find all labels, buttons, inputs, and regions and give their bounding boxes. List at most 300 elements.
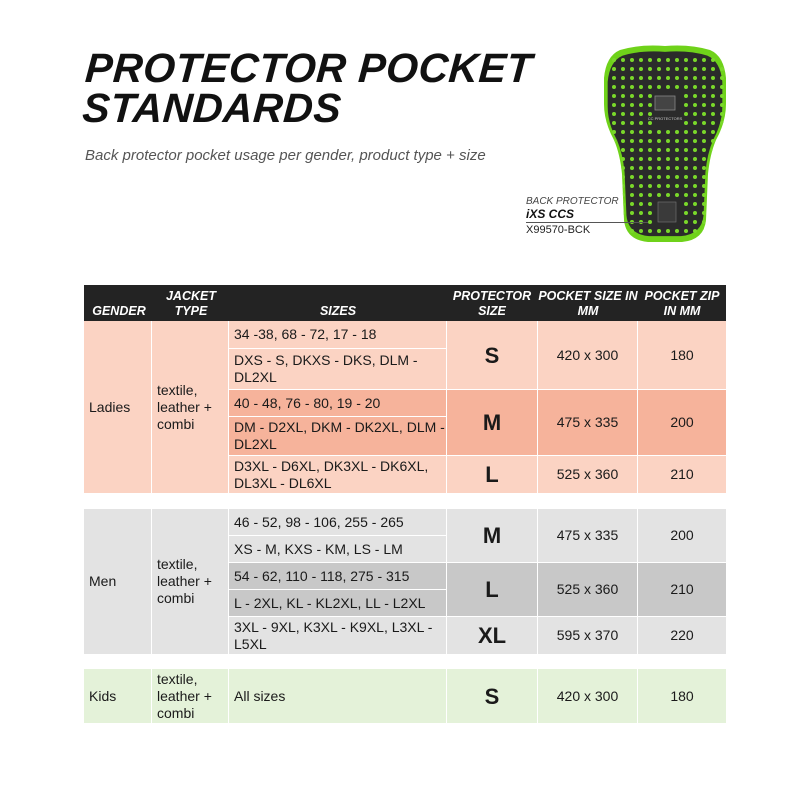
vent-dot xyxy=(702,157,706,161)
header-pocket-zip: POCKET ZIP IN MM xyxy=(644,289,720,318)
ladies-size-row-2 xyxy=(229,349,446,389)
vent-dot xyxy=(684,130,688,134)
header-jacket-type: JACKET TYPE xyxy=(165,289,216,318)
vent-dot xyxy=(648,85,652,89)
ladies-size-row-1 xyxy=(229,321,446,348)
vent-dot xyxy=(675,85,679,89)
ladies-jacket: textile, leather + combi xyxy=(157,381,212,432)
vent-dot xyxy=(630,211,634,215)
vent-dot xyxy=(630,157,634,161)
pocket-size: 420 x 300 xyxy=(556,687,619,704)
men-protector-m xyxy=(447,509,537,562)
men-jacket-cell xyxy=(152,509,228,654)
vent-dot xyxy=(711,139,715,143)
vent-dot xyxy=(693,211,697,215)
vent-dot xyxy=(711,229,715,233)
protector-size: XL xyxy=(477,623,507,648)
vent-dot xyxy=(621,184,625,188)
vent-dot xyxy=(720,175,724,179)
kids-gender: Kids xyxy=(89,687,117,704)
vent-dot xyxy=(720,67,724,71)
vent-dot xyxy=(675,58,679,62)
vent-dot xyxy=(693,130,697,134)
pocket-size: 595 x 370 xyxy=(556,627,619,643)
vent-dot xyxy=(612,139,616,143)
vent-dot xyxy=(666,184,670,188)
ladies-size-row-5 xyxy=(229,456,446,493)
ladies-protector-l xyxy=(447,456,537,493)
vent-dot xyxy=(630,112,634,116)
header-sizes: SIZES xyxy=(319,304,357,318)
vent-dot xyxy=(711,121,715,125)
protector-caption xyxy=(526,196,619,236)
pocket-zip: 210 xyxy=(670,581,694,597)
vent-dot xyxy=(657,58,661,62)
vent-dot xyxy=(657,148,661,152)
vent-dot xyxy=(702,94,706,98)
back-protector-image xyxy=(600,44,730,244)
vent-dot xyxy=(711,58,715,62)
vent-dot xyxy=(621,211,625,215)
vent-dot xyxy=(639,193,643,197)
vent-dot xyxy=(675,76,679,80)
men-pocket-l xyxy=(538,563,637,616)
vent-dot xyxy=(639,157,643,161)
vent-dot xyxy=(612,157,616,161)
vent-dot xyxy=(684,175,688,179)
vent-dot xyxy=(657,175,661,179)
vent-dot xyxy=(693,193,697,197)
vent-dot xyxy=(630,121,634,125)
pocket-zip: 220 xyxy=(670,627,694,643)
vent-dot xyxy=(648,166,652,170)
vent-dot xyxy=(702,175,706,179)
men-zip-l xyxy=(638,563,726,616)
vent-dot xyxy=(648,211,652,215)
vent-dot xyxy=(648,148,652,152)
vent-dot xyxy=(684,148,688,152)
pocket-zip: 200 xyxy=(670,527,694,543)
vent-dot xyxy=(621,157,625,161)
pocket-size: 525 x 360 xyxy=(556,466,619,482)
men-size-row-3 xyxy=(229,563,446,589)
men-gender: Men xyxy=(89,573,117,589)
vent-dot xyxy=(693,103,697,107)
men-size-row-1 xyxy=(229,509,446,535)
caption-divider xyxy=(526,222,648,223)
vent-dot xyxy=(684,76,688,80)
vent-dot xyxy=(630,166,634,170)
kids-sizes: All sizes xyxy=(234,687,286,704)
vent-dot xyxy=(630,229,634,233)
vent-dot xyxy=(693,220,697,224)
vent-dot xyxy=(648,139,652,143)
vent-dot xyxy=(720,166,724,170)
protector-name: iXS CCS xyxy=(526,207,575,221)
size-text: L - 2XL, KL - KL2XL, LL - L2XL xyxy=(234,594,426,611)
vent-dot xyxy=(702,67,706,71)
vent-dot xyxy=(684,139,688,143)
vent-dot xyxy=(720,229,724,233)
vent-dot xyxy=(720,58,724,62)
vent-dot xyxy=(612,175,616,179)
vent-dot xyxy=(612,67,616,71)
vent-dot xyxy=(648,121,652,125)
vent-dot xyxy=(702,130,706,134)
vent-dot xyxy=(630,85,634,89)
vent-dot xyxy=(675,175,679,179)
vent-dot xyxy=(657,85,661,89)
vent-dot xyxy=(693,148,697,152)
vent-dot xyxy=(684,103,688,107)
pocket-size: 475 x 335 xyxy=(556,414,619,430)
vent-dot xyxy=(720,193,724,197)
vent-dot xyxy=(711,130,715,134)
ladies-zip-s xyxy=(638,321,726,389)
protector-type-label: BACK PROTECTOR xyxy=(526,196,619,207)
vent-dot xyxy=(693,94,697,98)
vent-dot xyxy=(702,229,706,233)
vent-dot xyxy=(639,76,643,80)
vent-dot xyxy=(684,112,688,116)
kids-pocket-s xyxy=(538,669,637,723)
vent-dot xyxy=(612,121,616,125)
men-zip-m xyxy=(638,509,726,562)
vent-dot xyxy=(693,85,697,89)
vent-dot xyxy=(666,130,670,134)
vent-dot xyxy=(720,220,724,224)
vent-dot xyxy=(702,220,706,224)
vent-dot xyxy=(675,166,679,170)
vent-dot xyxy=(630,139,634,143)
men-size-row-5 xyxy=(229,617,446,654)
vent-dot xyxy=(684,58,688,62)
men-gender-cell xyxy=(84,509,151,654)
vent-dot xyxy=(612,85,616,89)
protector-size: M xyxy=(482,523,502,548)
vent-dot xyxy=(684,202,688,206)
vent-dot xyxy=(639,130,643,134)
vent-dot xyxy=(648,94,652,98)
vent-dot xyxy=(648,67,652,71)
vent-dot xyxy=(666,85,670,89)
vent-dot xyxy=(720,85,724,89)
vent-dot xyxy=(684,67,688,71)
vent-dot xyxy=(630,175,634,179)
vent-dot xyxy=(630,148,634,152)
vent-dot xyxy=(621,112,625,116)
vent-dot xyxy=(621,76,625,80)
vent-dot xyxy=(675,148,679,152)
vent-dot xyxy=(711,112,715,116)
men-pocket-xl xyxy=(538,617,637,654)
vent-dot xyxy=(711,220,715,224)
protector-size: S xyxy=(484,683,500,709)
vent-dot xyxy=(666,193,670,197)
vent-dot xyxy=(702,58,706,62)
ladies-protector-m xyxy=(447,390,537,455)
vent-dot xyxy=(621,148,625,152)
vent-dot xyxy=(621,130,625,134)
vent-dot xyxy=(621,85,625,89)
men-size-row-2 xyxy=(229,536,446,562)
vent-dot xyxy=(648,202,652,206)
vent-dot xyxy=(648,229,652,233)
vent-dot xyxy=(711,175,715,179)
vent-dot xyxy=(630,202,634,206)
vent-dot xyxy=(630,67,634,71)
size-text: 34 -38, 68 - 72, 17 - 18 xyxy=(234,326,377,342)
ladies-pocket-m xyxy=(538,390,637,455)
vent-dot xyxy=(666,76,670,80)
vent-dot xyxy=(666,67,670,71)
vent-dot xyxy=(675,229,679,233)
vent-dot xyxy=(711,157,715,161)
vent-dot xyxy=(612,184,616,188)
vent-dot xyxy=(720,121,724,125)
size-text: D3XL - D6XL, DK3XL - DK6XL, DL3XL - DL6XL xyxy=(234,457,429,491)
vent-dot xyxy=(648,58,652,62)
vent-dot xyxy=(612,58,616,62)
vent-dot xyxy=(612,94,616,98)
vent-dot xyxy=(711,148,715,152)
kids-gender-cell xyxy=(84,669,151,723)
vent-dot xyxy=(639,58,643,62)
vent-dot xyxy=(702,103,706,107)
vent-dot xyxy=(693,58,697,62)
vent-dot xyxy=(711,76,715,80)
vent-dot xyxy=(630,184,634,188)
vent-dot xyxy=(720,139,724,143)
vent-dot xyxy=(639,184,643,188)
page-title: PROTECTOR POCKET STANDARDS xyxy=(80,45,534,131)
ladies-zip-m xyxy=(638,390,726,455)
vent-dot xyxy=(693,76,697,80)
vent-dot xyxy=(693,112,697,116)
size-text: 46 - 52, 98 - 106, 255 - 265 xyxy=(234,513,404,530)
vent-dot xyxy=(621,94,625,98)
vent-dot xyxy=(675,67,679,71)
vent-dot xyxy=(693,229,697,233)
protector-code: X99570-BCK xyxy=(526,224,591,236)
vent-dot xyxy=(648,184,652,188)
vent-dot xyxy=(639,148,643,152)
vent-dot xyxy=(621,175,625,179)
vent-dot xyxy=(666,175,670,179)
vent-dot xyxy=(693,166,697,170)
vent-dot xyxy=(621,166,625,170)
vent-dot xyxy=(630,76,634,80)
vent-dot xyxy=(711,202,715,206)
vent-dot xyxy=(666,139,670,143)
ladies-size-row-3 xyxy=(229,390,446,416)
ladies-gender-cell xyxy=(84,321,151,493)
vent-dot xyxy=(702,121,706,125)
vent-dot xyxy=(648,175,652,179)
vent-dot xyxy=(702,76,706,80)
vent-dot xyxy=(711,166,715,170)
vent-dot xyxy=(693,121,697,125)
vent-dot xyxy=(612,112,616,116)
vent-dot xyxy=(693,67,697,71)
header-protector-size: PROTECTOR SIZE xyxy=(452,289,532,318)
vent-dot xyxy=(684,85,688,89)
vent-dot xyxy=(684,94,688,98)
vent-dot xyxy=(720,184,724,188)
vent-dot xyxy=(639,67,643,71)
pocket-size: 525 x 360 xyxy=(556,581,619,597)
men-protector-xl xyxy=(447,617,537,654)
vent-dot xyxy=(684,220,688,224)
men-protector-l xyxy=(447,563,537,616)
vent-dot xyxy=(630,58,634,62)
vent-dot xyxy=(675,130,679,134)
vent-dot xyxy=(639,85,643,89)
pocket-size: 420 x 300 xyxy=(556,346,619,363)
vent-dot xyxy=(702,85,706,89)
vent-dot xyxy=(720,148,724,152)
protector-size: M xyxy=(482,410,502,435)
vent-dot xyxy=(702,211,706,215)
kids-jacket: textile, leather + combi xyxy=(157,670,212,721)
vent-dot xyxy=(666,229,670,233)
ladies-size-row-4 xyxy=(229,417,446,455)
vent-dot xyxy=(657,166,661,170)
vent-dot xyxy=(621,103,625,107)
kids-protector-s xyxy=(447,669,537,723)
size-text: 40 - 48, 76 - 80, 19 - 20 xyxy=(234,394,381,411)
vent-dot xyxy=(693,157,697,161)
size-text: DXS - S, DKXS - DKS, DLM - DL2XL xyxy=(234,352,418,385)
vent-dot xyxy=(675,184,679,188)
vent-dot xyxy=(702,193,706,197)
vent-dot xyxy=(639,211,643,215)
vent-dot xyxy=(711,94,715,98)
vent-dot xyxy=(720,103,724,107)
vent-dot xyxy=(639,94,643,98)
page-subtitle: Back protector pocket usage per gender, product type + size xyxy=(85,147,486,164)
table-header xyxy=(84,285,726,321)
vent-dot xyxy=(666,148,670,152)
header-pocket-size: POCKET SIZE IN MM xyxy=(538,289,638,318)
vent-dot xyxy=(711,85,715,89)
vent-dot xyxy=(684,157,688,161)
vent-dot xyxy=(684,193,688,197)
vent-dot xyxy=(648,157,652,161)
pocket-zip: 210 xyxy=(670,466,694,482)
vent-dot xyxy=(621,139,625,143)
vent-dot xyxy=(693,175,697,179)
vent-dot xyxy=(648,130,652,134)
kids-jacket-cell xyxy=(152,669,228,723)
vent-dot xyxy=(639,139,643,143)
vent-dot xyxy=(684,211,688,215)
vent-dot xyxy=(639,202,643,206)
vent-dot xyxy=(702,148,706,152)
vent-dot xyxy=(621,58,625,62)
ladies-jacket-cell xyxy=(152,321,228,493)
vent-dot xyxy=(621,202,625,206)
protector-size: S xyxy=(484,342,500,368)
vent-dot xyxy=(639,121,643,125)
size-text: 3XL - 9XL, K3XL - K9XL, L3XL - L5XL xyxy=(234,618,433,652)
vent-dot xyxy=(720,157,724,161)
vent-dot xyxy=(675,157,679,161)
pocket-zip: 200 xyxy=(670,414,694,430)
vent-dot xyxy=(621,67,625,71)
kids-size-cell xyxy=(229,669,446,723)
vent-dot xyxy=(720,211,724,215)
vent-dot xyxy=(657,184,661,188)
vent-dot xyxy=(639,166,643,170)
protector-inner-text: CC PROTECTORS xyxy=(647,116,683,121)
vent-dot xyxy=(720,76,724,80)
vent-dot xyxy=(657,130,661,134)
vent-dot xyxy=(711,103,715,107)
vent-dot xyxy=(657,157,661,161)
ladies-pocket-s xyxy=(538,321,637,389)
vent-dot xyxy=(639,175,643,179)
size-text: 54 - 62, 110 - 118, 275 - 315 xyxy=(234,567,410,584)
vent-dot xyxy=(684,166,688,170)
pocket-size: 475 x 335 xyxy=(556,527,619,543)
vent-dot xyxy=(720,202,724,206)
vent-dot xyxy=(711,211,715,215)
vent-dot xyxy=(648,76,652,80)
vent-dot xyxy=(639,229,643,233)
vent-dot xyxy=(720,112,724,116)
vent-dot xyxy=(702,166,706,170)
vent-dot xyxy=(657,67,661,71)
ladies-zip-l xyxy=(638,456,726,493)
protector-size: L xyxy=(485,462,499,487)
vent-dot xyxy=(684,229,688,233)
vent-dot xyxy=(612,148,616,152)
vent-dot xyxy=(657,193,661,197)
kids-zip-s xyxy=(638,669,726,723)
vent-dot xyxy=(648,193,652,197)
vent-dot xyxy=(612,76,616,80)
vent-dot xyxy=(612,166,616,170)
vent-dot xyxy=(711,193,715,197)
vent-dot xyxy=(657,229,661,233)
vent-dot xyxy=(720,94,724,98)
vent-dot xyxy=(675,139,679,143)
vent-dot xyxy=(621,121,625,125)
vent-dot xyxy=(612,103,616,107)
header-gender: GENDER xyxy=(92,304,146,318)
vent-dot xyxy=(657,76,661,80)
men-jacket: textile, leather + combi xyxy=(157,556,212,606)
vent-dot xyxy=(612,130,616,134)
vent-dot xyxy=(648,220,652,224)
vent-dot xyxy=(702,184,706,188)
size-text: DM - D2XL, DKM - DK2XL, DLM - DL2XL xyxy=(234,419,445,452)
vent-dot xyxy=(702,139,706,143)
pocket-zip: 180 xyxy=(670,346,694,363)
vent-dot xyxy=(666,157,670,161)
ladies-gender: Ladies xyxy=(89,398,131,415)
vent-dot xyxy=(711,184,715,188)
vent-dot xyxy=(675,193,679,197)
vent-dot xyxy=(639,112,643,116)
vent-dot xyxy=(702,112,706,116)
ladies-pocket-l xyxy=(538,456,637,493)
ladies-protector-s xyxy=(447,321,537,389)
protector-size: L xyxy=(485,577,499,602)
vent-dot xyxy=(684,121,688,125)
vent-dot xyxy=(666,58,670,62)
